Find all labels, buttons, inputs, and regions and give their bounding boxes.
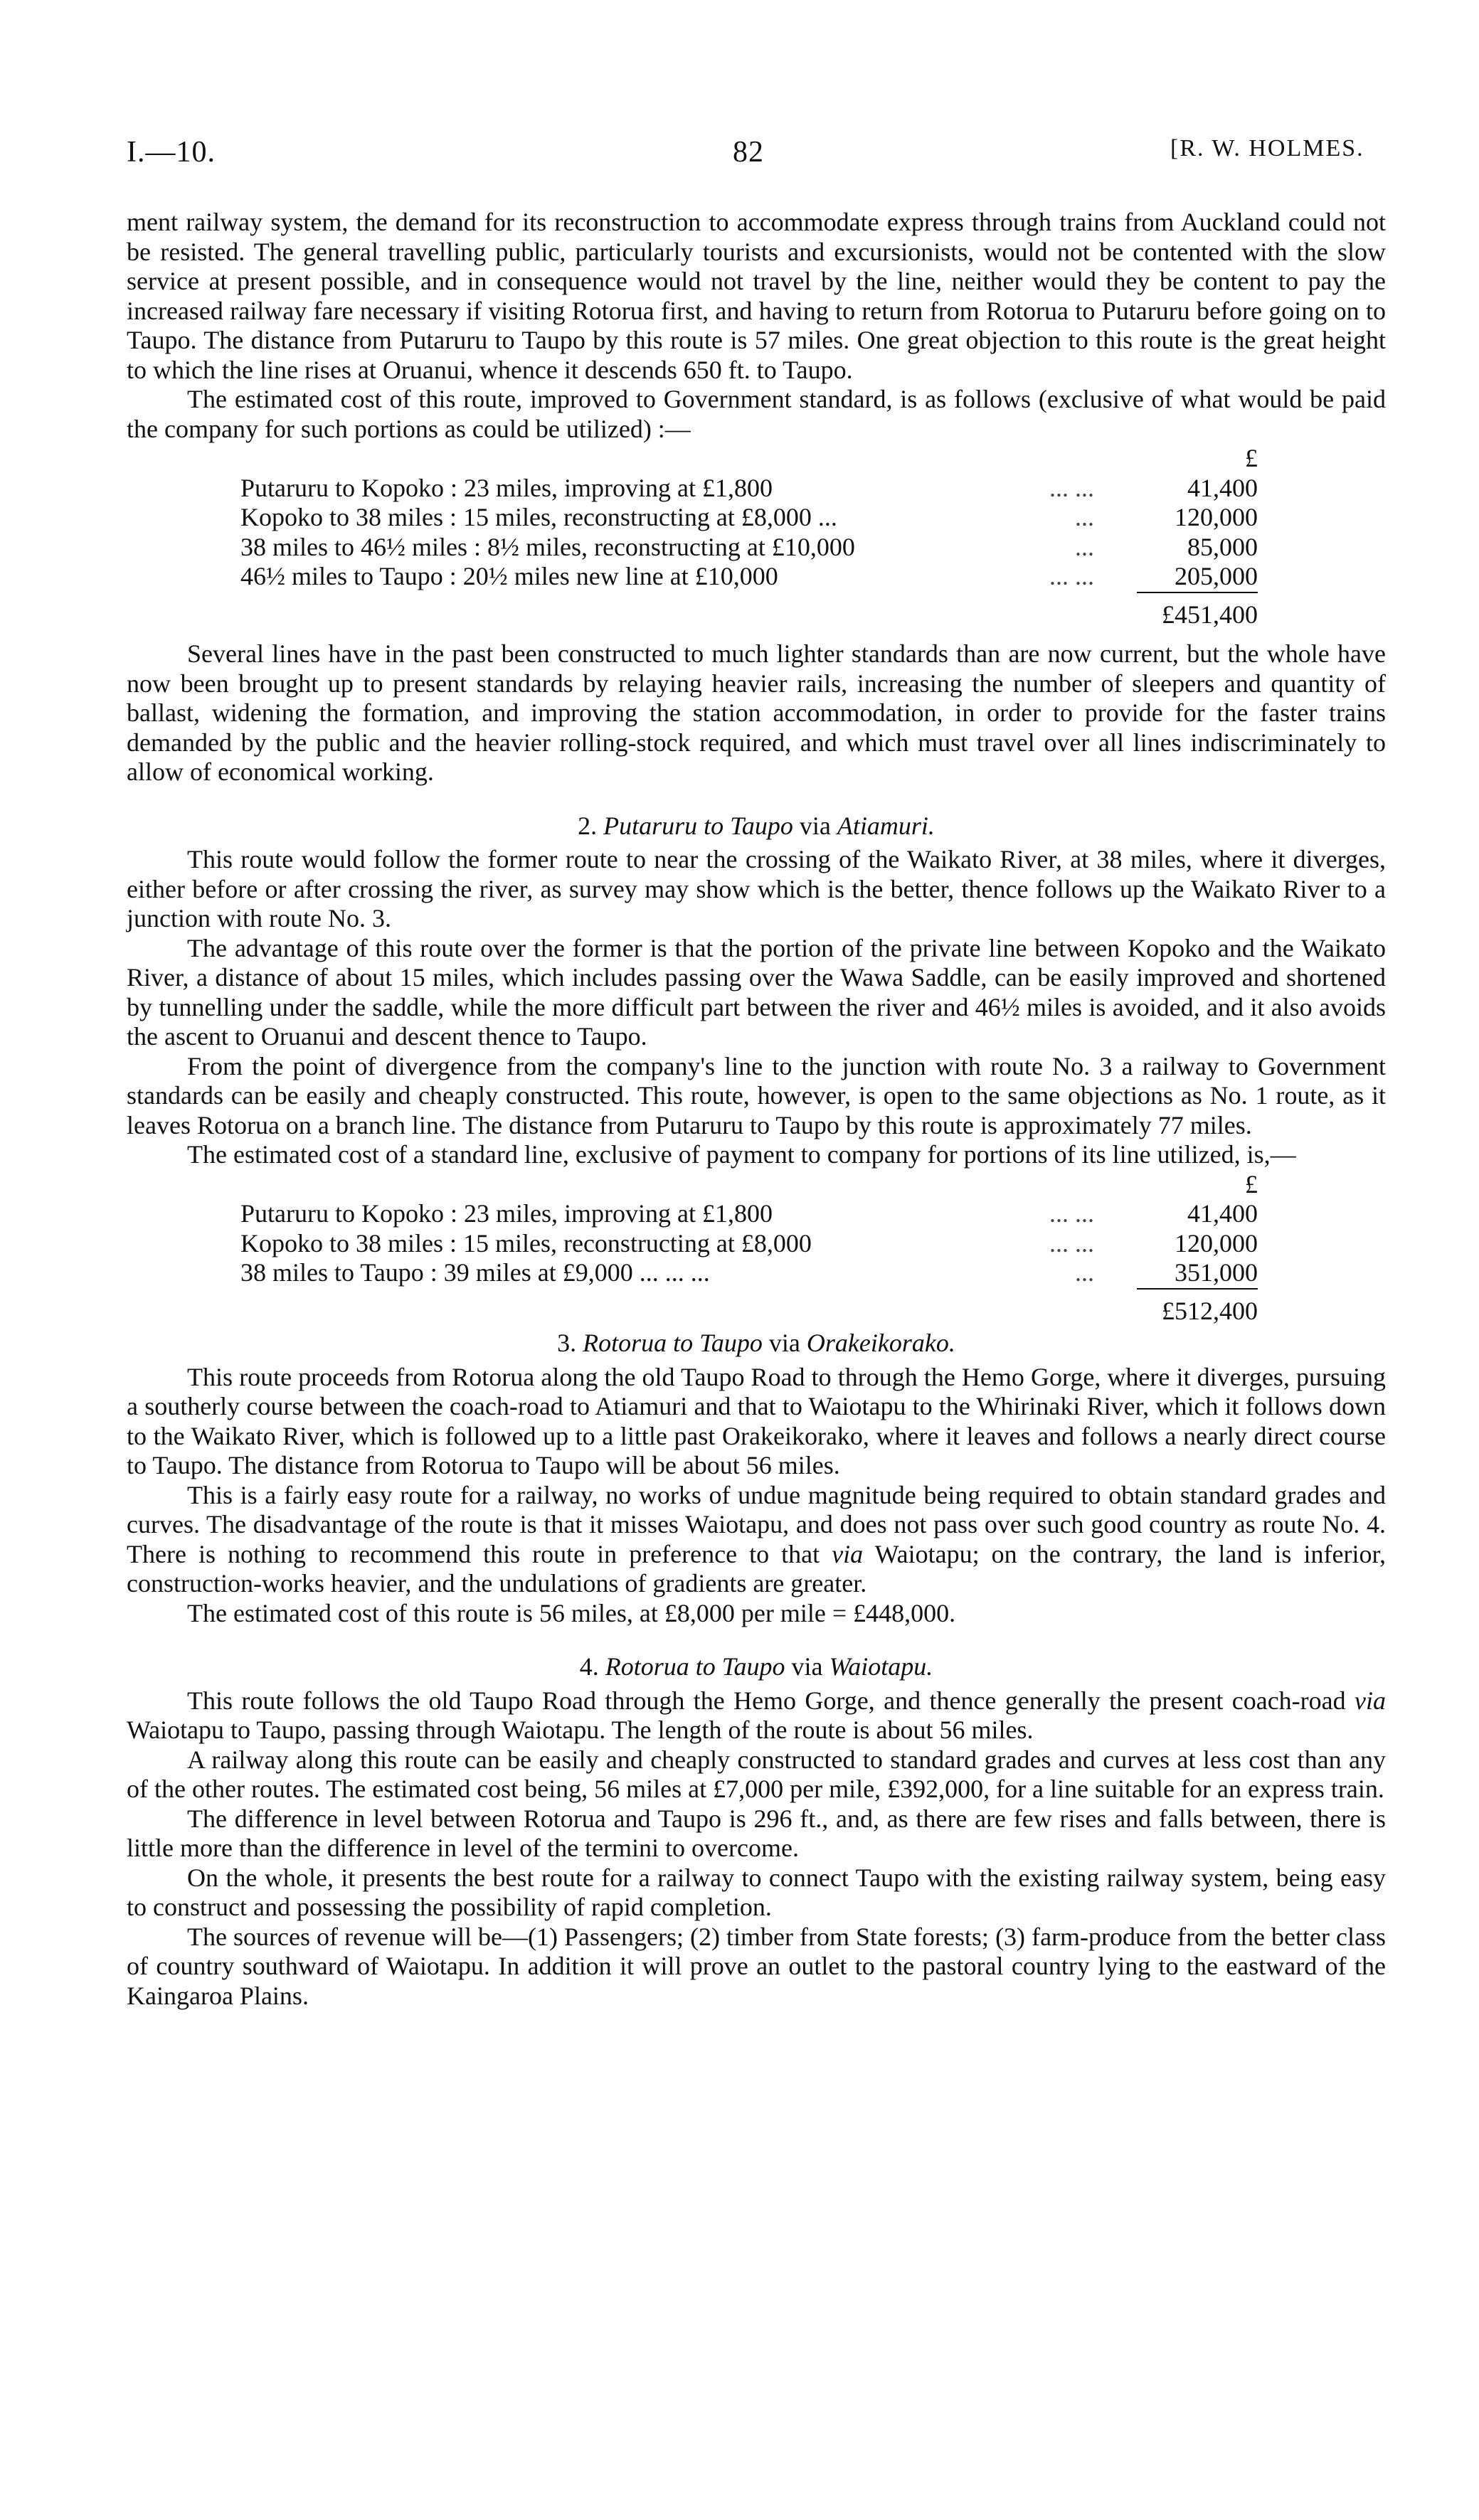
leader-dots: ... <box>1075 1258 1094 1287</box>
section-heading-2: 2. Putaruru to Taupo via Atiamuri. <box>578 811 935 840</box>
total-row <box>240 1288 1258 1327</box>
cost-item: Kopoko to 38 miles : 15 miles, reconstructing at £8,000 ... <box>240 503 837 531</box>
cost-amount: 41,400 <box>1187 1199 1258 1228</box>
paragraph: The sources of revenue will be—(1) Passengers; (2) timber from State forests; (3) farm-produce from the better class of country southward of Waiotapu. In addition it will prove an outlet to the pastoral country lying to the eastward of the Kaingaroa Plains. <box>127 1922 1386 2010</box>
leader-dots: ... ... <box>1049 562 1094 590</box>
cost-amount: 120,000 <box>1175 1228 1258 1258</box>
cost-amount: 85,000 <box>1187 532 1258 561</box>
total-row <box>240 592 1258 630</box>
paragraph: This is a fairly easy route for a railway, no works of undue magnitude being required to obtain standard grades and curves. The disadvantage of the route is that it misses Waiotapu, and does not pass over such good country as route No. 4. There is nothing to recommend this route in preference to that via Waiotapu; on the contrary, the land is inferior, construction-works heavier, and the undulations of gradients are greater. <box>127 1480 1386 1597</box>
leader-dots: ... <box>1075 503 1094 531</box>
cost-total: £512,400 <box>1137 1288 1258 1327</box>
paragraph: The difference in level between Rotorua and Taupo is 296 ft., and, as there are few rises and falls between, there is little more than the difference in level of the termini to overcome. <box>127 1804 1386 1862</box>
cost-amount: 41,400 <box>1187 473 1258 502</box>
cost-item: 46½ miles to Taupo : 20½ miles new line at £10,000 <box>240 562 778 590</box>
cost-item: 38 miles to 46½ miles : 8½ miles, reconstructing at £10,000 <box>240 532 855 561</box>
cost-amount: 120,000 <box>1175 503 1258 531</box>
cost-item: Putaruru to Kopoko : 23 miles, improving at £1,800 <box>240 1199 773 1228</box>
table-row <box>240 503 1258 533</box>
cost-total: £451,400 <box>1137 592 1258 630</box>
currency-symbol: £ <box>1245 444 1258 472</box>
paragraph: On the whole, it presents the best route for a railway to connect Taupo with the existing railway system, being easy to construct and possessing the possibility of rapid completion. <box>127 1863 1386 1921</box>
paragraph: The estimated cost of a standard line, exclusive of payment to company for portions of its line utilized, is,— <box>187 1140 1296 1169</box>
author-name: [R. W. HOLMES. <box>1170 135 1364 161</box>
section-heading-4: 4. Rotorua to Taupo via Waiotapu. <box>579 1652 933 1681</box>
table-row <box>240 474 1258 504</box>
paragraph: This route would follow the former route to near the crossing of the Waikato River, at 38 miles, where it diverges, either before or after crossing the river, as survey may show which is the better, thence follows up the Waikato River to a junction with route No. 3. <box>127 845 1386 932</box>
table-row <box>240 1258 1258 1288</box>
report-code: I.—10. <box>127 136 216 169</box>
cost-amount: 351,000 <box>1175 1258 1258 1287</box>
cost-item: Kopoko to 38 miles : 15 miles, reconstructing at £8,000 <box>240 1228 812 1258</box>
cost-table-route-1 <box>240 444 1258 629</box>
leader-dots: ... ... <box>1049 1199 1094 1228</box>
cost-amount: 205,000 <box>1175 562 1258 590</box>
leader-dots: ... <box>1075 532 1094 561</box>
currency-symbol: £ <box>1245 1169 1258 1198</box>
cost-table-route-2 <box>240 1170 1258 1327</box>
page-number: 82 <box>733 136 764 169</box>
table-row <box>240 562 1258 592</box>
paragraph: ment railway system, the demand for its reconstruction to accommodate express through trains from Auckland could not be resisted. The general travelling public, particularly tourists and excursionists, would not be contented with the slow service at present possible, and in consequence would not travel by the line, neither would they be content to pay the increased railway fare necessary if visiting Rotorua first, and having to return from Rotorua to Putaruru before going on to Taupo. The distance from Putaruru to Taupo by this route is 57 miles. One great objection to this route is the great height to which the line rises at Oruanui, whence it descends 650 ft. to Taupo. <box>127 208 1386 384</box>
cost-item: 38 miles to Taupo : 39 miles at £9,000 ... ... ... <box>240 1258 710 1287</box>
paragraph: The advantage of this route over the former is that the portion of the private line between Kopoko and the Waikato River, a distance of about 15 miles, which includes passing over the Wawa Saddle, can be easily improved and shortened by tunnelling under the saddle, while the more difficult part between the river and 46½ miles is avoided, and it also avoids the ascent to Oruanui and descent thence to Taupo. <box>127 933 1386 1051</box>
paragraph: The estimated cost of this route is 56 miles, at £8,000 per mile = £448,000. <box>187 1598 956 1627</box>
paragraph: Several lines have in the past been constructed to much lighter standards than are now current, but the whole have now been brought up to present standards by relaying heavier rails, increasing the number of sleepers and quantity of ballast, widening the formation, and improving the station accommodation, in order to provide for the faster trains demanded by the public and the heavier rolling-stock required, and which must travel over all lines indiscriminately to allow of economical working. <box>127 639 1386 786</box>
paragraph: This route proceeds from Rotorua along the old Taupo Road to through the Hemo Gorge, where it diverges, pursuing a southerly course between the coach-road to Atiamuri and that to Waiotapu to the Whirinaki River, which it follows down to the Waikato River, which is followed up to a little past Orakeikorako, where it leaves and follows a nearly direct course to Taupo. The distance from Rotorua to Taupo will be about 56 miles. <box>127 1362 1386 1479</box>
table-header-row <box>240 444 1258 474</box>
table-row <box>240 533 1258 563</box>
leader-dots: ... ... <box>1049 473 1094 502</box>
table-row <box>240 1229 1258 1259</box>
section-heading-3: 3. Rotorua to Taupo via Orakeikorako. <box>557 1329 955 1357</box>
table-row <box>240 1199 1258 1229</box>
paragraph: The estimated cost of this route, improved to Government standard, is as follows (exclusive of what would be paid the company for such portions as could be utilized) :— <box>127 385 1386 443</box>
paragraph: This route follows the old Taupo Road through the Hemo Gorge, and thence generally the present coach-road via Waiotapu to Taupo, passing through Waiotapu. The length of the route is about 56 miles. <box>127 1686 1386 1744</box>
cost-item: Putaruru to Kopoko : 23 miles, improving at £1,800 <box>240 473 773 502</box>
paragraph: From the point of divergence from the company's line to the junction with route No. 3 a railway to Government standards can be easily and cheaply constructed. This route, however, is open to the same objections as No. 1 route, as it leaves Rotorua on a branch line. The distance from Putaruru to Taupo by this route is approximately 77 miles. <box>127 1051 1386 1139</box>
leader-dots: ... ... <box>1049 1228 1094 1258</box>
table-header-row <box>240 1170 1258 1200</box>
body-text <box>127 208 1386 2011</box>
paragraph: A railway along this route can be easily and cheaply constructed to standard grades and curves at less cost than any of the other routes. The estimated cost being, 56 miles at £7,000 per mile, £392,000, for a line suitable for an express train. <box>127 1745 1386 1803</box>
